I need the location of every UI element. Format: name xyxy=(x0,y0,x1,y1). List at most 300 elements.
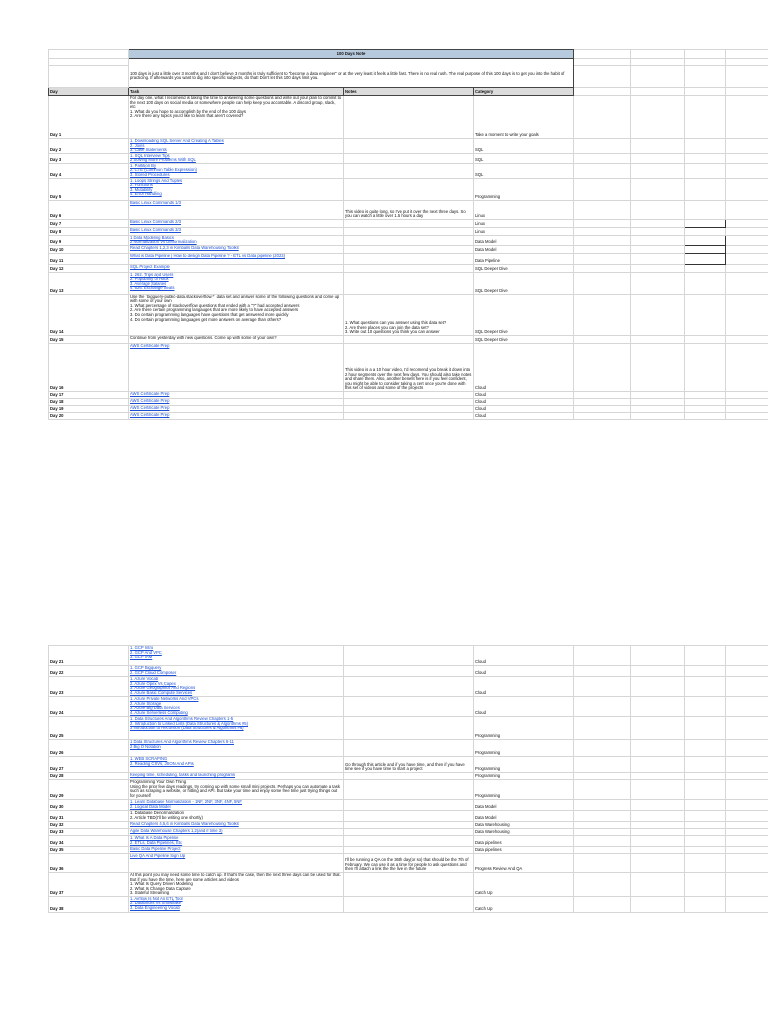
task-link[interactable]: What is Data Pipeline | How to design Data Pipeline ? - ETL vs Data pipeline (2023) xyxy=(130,253,286,258)
task-link[interactable]: 2. GCP Cloud Composer xyxy=(130,669,177,675)
task-text: Using the prior few days readings, try coming up with some small mini projects. Perhaps you can automate a task such as scraping a website, or hitting and API. But take your time and enjoy some free time just trying things out for yourself xyxy=(130,783,340,798)
empty-cell xyxy=(685,398,726,405)
empty-cell xyxy=(685,740,726,757)
task-link[interactable]: 1. 262. Trips and Users xyxy=(130,272,174,277)
category-cell: Programming xyxy=(474,178,574,200)
empty-cell xyxy=(685,264,726,272)
task-cell xyxy=(129,294,344,335)
task-link[interactable]: Keeping time, scheduling, tasks and launching programs xyxy=(130,772,235,777)
task-link[interactable]: 1. Learn Database Normalization - 1NF, 2NF, 3NF, 4NF, 5NF xyxy=(130,799,242,804)
day-cell: Day 31 xyxy=(49,811,129,822)
category-cell: Cloud xyxy=(474,391,574,398)
empty-cell xyxy=(726,264,768,272)
table-row xyxy=(49,854,768,873)
empty-cell xyxy=(685,163,726,178)
empty-cell xyxy=(631,740,685,757)
table-row xyxy=(49,294,768,335)
day-cell: Day 1 xyxy=(49,96,129,139)
notes-cell xyxy=(344,697,474,717)
empty-cell xyxy=(631,294,685,335)
day-cell: Day 24 xyxy=(49,697,129,717)
task-link[interactable]: 1. Partition By xyxy=(130,163,157,168)
task-link[interactable]: 2 Normalization Vs Denormalization xyxy=(130,239,197,245)
table-row xyxy=(49,398,768,405)
empty-cell xyxy=(631,178,685,200)
task-link[interactable]: 3. GCP IAM xyxy=(130,654,153,660)
category-cell: Cloud xyxy=(474,405,574,412)
table-row xyxy=(49,836,768,847)
empty-cell xyxy=(574,896,631,912)
notes-cell xyxy=(344,235,474,245)
day-cell: Day 20 xyxy=(49,412,129,419)
empty-cell xyxy=(631,854,685,873)
notes-cell xyxy=(344,398,474,405)
day-cell: Day 25 xyxy=(49,717,129,740)
empty-cell xyxy=(574,757,631,773)
task-link[interactable]: 1. Data Structures And Algorithms Review Chapters 1-5 xyxy=(130,716,234,721)
empty-cell xyxy=(685,829,726,836)
day-cell: Day 2 xyxy=(49,139,129,154)
day-cell: Day 22 xyxy=(49,666,129,677)
notes-cell xyxy=(344,800,474,811)
notes-cell: This video is quite long, so I've put it over the next three days. So you can watch a little over 1.5 hours a day xyxy=(344,200,474,219)
notes-cell xyxy=(344,740,474,757)
task-link[interactable]: 1. Azure Vocab xyxy=(130,676,159,681)
task-cell xyxy=(129,773,344,780)
task-link[interactable]: 2. Popularity of Hack xyxy=(130,276,169,282)
empty-cell xyxy=(631,822,685,829)
notes-cell xyxy=(344,264,474,272)
category-cell: Cloud xyxy=(474,697,574,717)
notes-cell xyxy=(344,163,474,178)
notes-table xyxy=(48,49,768,420)
empty-cell xyxy=(685,153,726,163)
task-text: 3. Do certain programming languages have questions that get answered more quickly xyxy=(130,312,289,318)
empty-cell xyxy=(574,697,631,717)
task-link[interactable]: 1. Downloading SQL Server And Creating A Tables xyxy=(130,138,224,143)
empty-cell xyxy=(726,646,768,666)
notes-cell xyxy=(344,836,474,847)
table-row xyxy=(49,200,768,219)
category-cell: Data Model xyxy=(474,235,574,245)
empty-cell xyxy=(574,740,631,757)
category-cell: Data Model xyxy=(474,245,574,253)
task-link[interactable]: Live QA And Pipeline Sign Up xyxy=(130,853,186,858)
empty-cell xyxy=(631,405,685,412)
task-cell xyxy=(129,873,344,897)
empty-cell xyxy=(685,178,726,200)
empty-cell xyxy=(726,227,768,235)
empty-cell xyxy=(726,405,768,412)
task-link[interactable]: AWS Certificate Prep xyxy=(130,343,170,348)
empty-cell xyxy=(685,253,726,264)
notes-table-continued xyxy=(48,645,768,913)
empty-cell xyxy=(726,873,768,897)
empty-cell xyxy=(631,829,685,836)
task-link[interactable]: 3. Average Salaries xyxy=(130,280,167,286)
category-cell: Programming xyxy=(474,740,574,757)
empty-cell xyxy=(726,666,768,677)
day-cell: Day 34 xyxy=(49,836,129,847)
day-cell: Day 23 xyxy=(49,677,129,697)
empty-cell xyxy=(631,780,685,800)
task-link[interactable]: AWS Certificate Prep xyxy=(130,405,170,410)
task-text: 3. Stateful Streaming xyxy=(130,890,170,896)
category-cell: SQL xyxy=(474,163,574,178)
empty-cell xyxy=(726,847,768,854)
task-cell xyxy=(129,163,344,178)
task-link[interactable]: 2. Introduction to Linked Lists (Data Structures & Algorithms #5) xyxy=(130,720,249,726)
notes-cell xyxy=(344,773,474,780)
notes-cell xyxy=(344,829,474,836)
empty-cell xyxy=(726,96,768,139)
task-link[interactable]: Read Chapters 1,2,3 in Kimballs Data Warehousing Toolkit xyxy=(130,245,239,250)
header-category: Category xyxy=(474,88,574,96)
notes-cell xyxy=(344,96,474,139)
category-cell: Catch Up xyxy=(474,873,574,897)
notes-cell xyxy=(344,677,474,697)
empty-cell xyxy=(726,391,768,398)
notes-cell xyxy=(344,646,474,666)
empty-cell xyxy=(631,96,685,139)
category-cell: Data Model xyxy=(474,800,574,811)
task-link[interactable]: 2. Azure Storage xyxy=(130,700,162,706)
day-cell: Day 29 xyxy=(49,780,129,800)
notes-cell xyxy=(344,335,474,343)
category-cell: Cloud xyxy=(474,677,574,697)
task-cell xyxy=(129,697,344,717)
header-task: Task xyxy=(129,88,344,96)
empty-cell xyxy=(726,245,768,253)
notes-cell: I'll be running a QA on the 36th day(or so) that should be the 7th of February. We can use it as a time for people to ask questions and then I'll attach a link the the live in the future xyxy=(344,854,474,873)
sheet-title: 100 Days Note xyxy=(129,50,574,59)
empty-cell xyxy=(685,836,726,847)
category-cell: Cloud xyxy=(474,398,574,405)
category-cell: Cloud xyxy=(474,666,574,677)
empty-cell xyxy=(726,335,768,343)
empty-cell xyxy=(726,800,768,811)
day-cell: Day 26 xyxy=(49,740,129,757)
task-text: 1. What percentage of stackoverflow questions that ended with a "?" had accepted answers xyxy=(130,302,300,308)
task-text: 2. Article TBD(I'll be writing one shortly) xyxy=(130,814,203,820)
task-link[interactable]: 1. What Is A Data Pipeline xyxy=(130,835,179,840)
category-cell: Linux xyxy=(474,227,574,235)
day-cell: Day 36 xyxy=(49,854,129,873)
task-link[interactable]: 1. GCP Bigquery xyxy=(130,665,162,670)
empty-cell xyxy=(685,697,726,717)
category-cell: SQL xyxy=(474,139,574,154)
header-notes: Notes xyxy=(344,88,474,96)
empty-cell xyxy=(726,398,768,405)
task-cell xyxy=(129,245,344,253)
task-cell xyxy=(129,200,344,219)
notes-cell xyxy=(344,405,474,412)
empty-cell xyxy=(631,811,685,822)
task-link[interactable]: 1. SQL Interview Tips xyxy=(130,153,170,158)
task-cell xyxy=(129,854,344,873)
empty-cell xyxy=(631,163,685,178)
empty-cell xyxy=(574,854,631,873)
notes-cell xyxy=(344,412,474,419)
empty-cell xyxy=(685,219,726,227)
day-cell: Day 28 xyxy=(49,773,129,780)
empty-cell xyxy=(631,896,685,912)
task-link[interactable]: 1. WEB SCRAPING xyxy=(130,756,168,761)
table-row xyxy=(49,822,768,829)
task-link[interactable]: Basic Linux Commands 3/3 xyxy=(130,227,181,232)
category-cell: Take a moment to write your goals xyxy=(474,96,574,139)
notes-cell xyxy=(344,717,474,740)
task-cell xyxy=(129,253,344,264)
task-link[interactable]: 1 Data Structures And Algorithms Review Chapters 6-11 xyxy=(130,739,234,744)
empty-cell xyxy=(574,153,631,163)
empty-cell xyxy=(685,847,726,854)
notes-cell xyxy=(344,822,474,829)
day-cell: Day 9 xyxy=(49,235,129,245)
task-link[interactable]: 3. Azure Big Data Services xyxy=(130,705,180,711)
task-text: 1. Database Denormalization xyxy=(130,810,185,815)
day-cell: Day 14 xyxy=(49,294,129,335)
task-link[interactable]: 4. Azure Serverless Computing xyxy=(130,709,188,715)
empty-cell xyxy=(685,811,726,822)
empty-cell xyxy=(631,873,685,897)
empty-cell xyxy=(631,335,685,343)
empty-cell xyxy=(726,822,768,829)
empty-cell xyxy=(726,139,768,154)
task-cell xyxy=(129,740,344,757)
task-link[interactable]: 1 Data Modeling Basics xyxy=(130,235,174,240)
task-cell xyxy=(129,272,344,294)
task-text: 2. Are there any topics you'd like to learn that aren't covered? xyxy=(130,113,244,119)
empty-cell xyxy=(726,836,768,847)
empty-cell xyxy=(574,294,631,335)
table-row xyxy=(49,391,768,398)
table-row xyxy=(49,811,768,822)
empty-cell xyxy=(631,272,685,294)
task-link[interactable]: 2. GCP And VPC xyxy=(130,649,162,655)
empty-cell xyxy=(574,139,631,154)
header-day: Day xyxy=(49,88,129,96)
notes-cell xyxy=(344,391,474,398)
task-cell xyxy=(129,646,344,666)
table-row xyxy=(49,740,768,757)
empty-cell xyxy=(685,773,726,780)
day-cell: Day 6 xyxy=(49,200,129,219)
task-cell xyxy=(129,219,344,227)
task-link[interactable]: AWS Certificate Prep xyxy=(130,391,170,396)
task-link[interactable]: 1. Loops Strings And Tuples xyxy=(130,178,183,183)
day-cell: Day 33 xyxy=(49,829,129,836)
empty-cell xyxy=(685,272,726,294)
notes-cell xyxy=(344,272,474,294)
task-link[interactable]: 3 Introduction to Recursion (Data Structures & Algorithms #6) xyxy=(130,725,244,731)
table-row xyxy=(49,245,768,253)
task-cell xyxy=(129,829,344,836)
empty-cell xyxy=(574,335,631,343)
empty-cell xyxy=(631,800,685,811)
task-cell xyxy=(129,96,344,139)
task-text: 1. What do you hope to accomplish by the end of the 100 days xyxy=(130,108,246,114)
task-link[interactable]: 2 Solving More Problems With SQL xyxy=(130,157,196,163)
empty-cell xyxy=(631,227,685,235)
empty-cell xyxy=(574,235,631,245)
empty-cell xyxy=(631,235,685,245)
empty-cell xyxy=(631,697,685,717)
day-cell: Day 8 xyxy=(49,227,129,235)
table-row xyxy=(49,873,768,897)
empty-cell xyxy=(726,773,768,780)
task-link[interactable]: 3. Azure Geographics And Regions xyxy=(130,685,196,691)
notes-cell xyxy=(344,153,474,163)
empty-cell xyxy=(574,412,631,419)
empty-cell xyxy=(726,343,768,391)
category-cell: SQL Deeper Dive xyxy=(474,335,574,343)
empty-cell xyxy=(574,677,631,697)
day-cell: Day 37 xyxy=(49,873,129,897)
empty-cell xyxy=(685,235,726,245)
empty-cell xyxy=(685,294,726,335)
empty-cell xyxy=(726,412,768,419)
task-link[interactable]: 1. GCP Intro xyxy=(130,645,154,650)
task-link[interactable]: 2. Databricks Vs Snowflake xyxy=(130,900,181,906)
empty-cell xyxy=(574,780,631,800)
task-link[interactable]: 4. Error Handling xyxy=(130,191,162,197)
task-link[interactable]: 2. Functions xyxy=(130,182,153,188)
empty-cell xyxy=(726,294,768,335)
task-cell xyxy=(129,391,344,398)
empty-cell xyxy=(574,666,631,677)
empty-cell xyxy=(726,757,768,773)
empty-cell xyxy=(574,800,631,811)
empty-cell xyxy=(726,740,768,757)
empty-cell xyxy=(631,398,685,405)
task-link[interactable]: 2. Azure Opex Vs Capex xyxy=(130,680,176,686)
empty-cell xyxy=(574,847,631,854)
task-cell xyxy=(129,811,344,822)
task-cell xyxy=(129,717,344,740)
category-cell: Programming xyxy=(474,717,574,740)
category-cell: Data Warehousing xyxy=(474,829,574,836)
task-link[interactable]: 2. Joins xyxy=(130,142,145,148)
task-link[interactable]: 2. Logical Data Model xyxy=(130,803,171,809)
category-cell: Linux xyxy=(474,200,574,219)
empty-cell xyxy=(685,854,726,873)
task-link[interactable]: Read Chapters 4,5,6 in Kimballs Data Warehousing Toolkit xyxy=(130,821,239,826)
empty-cell xyxy=(574,717,631,740)
empty-cell xyxy=(574,836,631,847)
empty-cell xyxy=(631,717,685,740)
task-text: 2. Are there certain programming langauges that are more likely to have accepted answers xyxy=(130,307,299,313)
table-row xyxy=(49,253,768,264)
task-link[interactable]: 2 Big O Notation xyxy=(130,743,161,749)
empty-cell xyxy=(726,697,768,717)
task-link[interactable]: Basic Linux Commands 1/3 xyxy=(130,200,181,205)
empty-cell xyxy=(685,139,726,154)
empty-cell xyxy=(574,264,631,272)
empty-cell xyxy=(631,343,685,391)
category-cell: Programming xyxy=(474,773,574,780)
empty-cell xyxy=(685,873,726,897)
empty-cell xyxy=(685,405,726,412)
task-cell xyxy=(129,235,344,245)
category-cell: SQL Deeper Dive xyxy=(474,294,574,335)
notes-cell: 1. What questions can you answer using this data set? 2. Are there places you can join the data set? 3. Write out 10 questions you think you can answer xyxy=(344,294,474,335)
table-row xyxy=(49,773,768,780)
task-link[interactable]: AWS Certificate Prep xyxy=(130,398,170,403)
table-row xyxy=(49,272,768,294)
empty-cell xyxy=(574,272,631,294)
empty-cell xyxy=(685,245,726,253)
task-cell xyxy=(129,335,344,343)
task-cell xyxy=(129,412,344,419)
task-text: At this point you may need some time to catch up. If that's the case, then the next three days can be used for that. But if you have the time, here are some articles and videos xyxy=(130,872,341,882)
task-link[interactable]: 3. Mutability xyxy=(130,186,153,192)
task-link[interactable]: 1. Azure Private Networks And VPCs xyxy=(130,696,199,701)
task-text: Continue from yesterday with new questions. Come up with some of your own? xyxy=(130,335,277,340)
task-link[interactable]: 4. 626. Exchange Seats xyxy=(130,285,175,291)
task-link[interactable]: 1. Airflow Is Not An ETL Tool xyxy=(130,896,183,901)
task-link[interactable]: AWS Certificate Prep xyxy=(130,412,170,417)
empty-cell xyxy=(631,200,685,219)
empty-cell xyxy=(726,717,768,740)
task-link[interactable]: 3. Stored Procedures xyxy=(130,171,170,177)
empty-cell xyxy=(574,811,631,822)
empty-cell xyxy=(726,811,768,822)
empty-cell xyxy=(685,800,726,811)
task-link[interactable]: Agile Data Warehouse Chapters 1,2(and if time 3) xyxy=(130,828,223,833)
empty-cell xyxy=(574,227,631,235)
table-row xyxy=(49,646,768,666)
task-cell xyxy=(129,264,344,272)
task-link[interactable]: 2. ETLs, Data Pipelines, Etc xyxy=(130,839,183,845)
task-link[interactable]: SQL Project Example xyxy=(130,264,170,269)
task-cell xyxy=(129,677,344,697)
empty-cell xyxy=(685,343,726,391)
day-cell: Day 13 xyxy=(49,272,129,294)
day-cell: Day 4 xyxy=(49,163,129,178)
empty-cell xyxy=(574,163,631,178)
day-cell: Day 21 xyxy=(49,646,129,666)
task-link[interactable]: 4. Azure Basic Compute Services xyxy=(130,689,193,695)
day-cell: Day 18 xyxy=(49,398,129,405)
task-link[interactable]: 3. Data Engineering Vocab xyxy=(130,904,180,910)
table-row xyxy=(49,178,768,200)
empty-cell xyxy=(726,235,768,245)
notes-cell: This video is a a 10 hour video, I'd recomend you break it down into 2 hour segments over the next few days. You should also take notes and share them. Also, another benefit here is if you feel confident, you might be able to consider taking a cert once you're done with this set of videos and some of the projects xyxy=(344,343,474,391)
empty-cell xyxy=(574,398,631,405)
category-cell: Cloud xyxy=(474,343,574,391)
day-cell: Day 16 xyxy=(49,343,129,391)
empty-cell xyxy=(726,200,768,219)
empty-cell xyxy=(726,677,768,697)
day-cell: Day 30 xyxy=(49,800,129,811)
table-row xyxy=(49,896,768,912)
day-cell: Day 11 xyxy=(49,253,129,264)
task-text: 2. What Is Change Data Capture xyxy=(130,885,191,891)
task-link[interactable]: 3. Case Statements xyxy=(130,147,167,153)
task-link[interactable]: 2. CTE (Common Table Expression) xyxy=(130,167,197,173)
day-cell: Day 3 xyxy=(49,153,129,163)
task-link[interactable]: 2. Reading CSVs, JSON And APIs xyxy=(130,760,194,766)
task-link[interactable]: Basic Data Pipeline Project xyxy=(130,846,181,851)
empty-cell xyxy=(685,717,726,740)
empty-cell xyxy=(685,896,726,912)
category-cell: Data Pipeline xyxy=(474,253,574,264)
task-link[interactable]: Basic Linux Commands 2/3 xyxy=(130,219,181,224)
task-cell xyxy=(129,178,344,200)
empty-cell xyxy=(726,272,768,294)
task-cell xyxy=(129,822,344,829)
